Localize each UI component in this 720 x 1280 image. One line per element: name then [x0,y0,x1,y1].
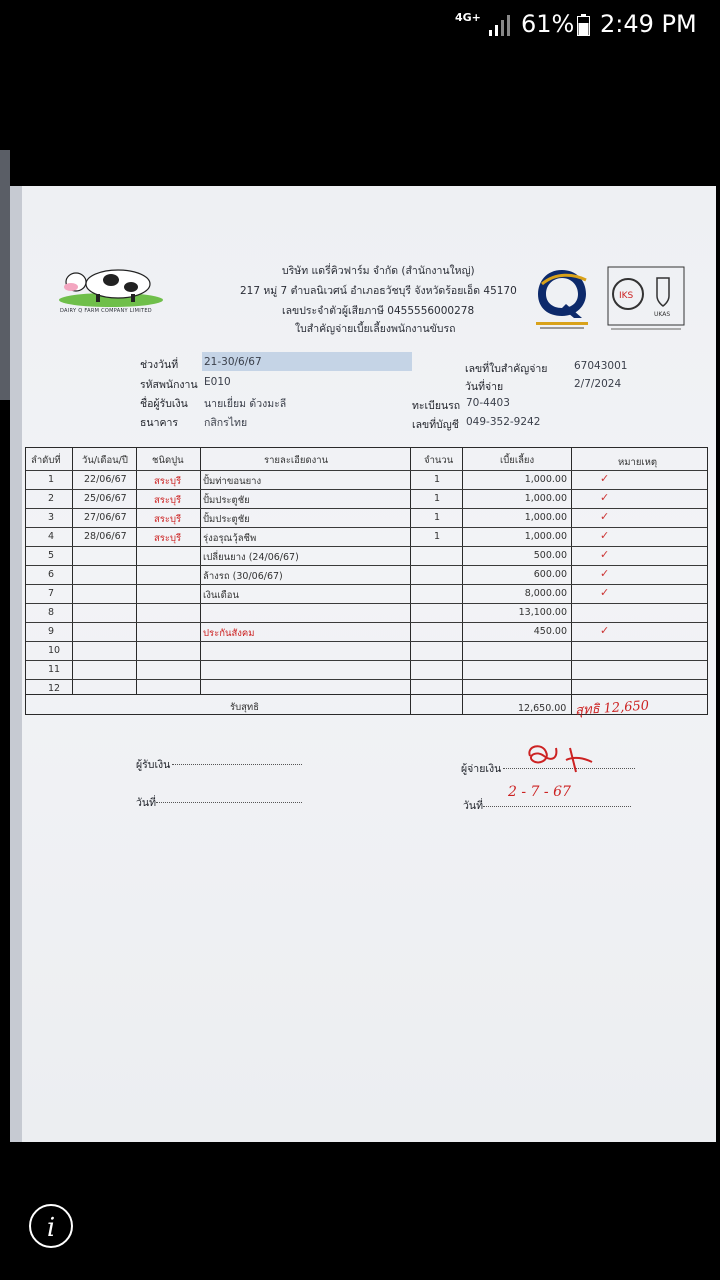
row-8-no: 8 [48,607,55,618]
iso-certification-icon [607,266,685,332]
account-value: 049-352-9242 [466,416,541,428]
row-7-detail: เงินเดือน [203,590,239,601]
employee-code-value: E010 [204,376,231,388]
receiver-date-line [156,802,302,803]
paper-edge [10,186,22,1142]
row-1-no: 1 [48,474,55,485]
header-type: ชนิดปูน [152,455,184,466]
row-2-type: สระบุรี [154,495,182,506]
period-value: 21-30/6/67 [204,356,262,368]
row-2-detail: ปั้มประตูชัย [203,495,250,506]
header-detail: รายละเอียดงาน [264,455,329,466]
battery-icon [577,14,590,36]
row-4-date: 28/06/67 [84,531,127,542]
row-4-amount: 1,000.00 [524,531,567,542]
payee-label: ชื่อผู้รับเงิน [140,398,188,410]
check-mark-icon: ✓ [600,472,610,485]
row-9-amount: 450.00 [533,626,567,637]
row-11-no: 11 [48,664,61,675]
row-4-qty: 1 [434,531,441,542]
row-3-type: สระบุรี [154,514,182,525]
info-button[interactable]: i [29,1204,73,1248]
voucher-label: เลขที่ใบสำคัญจ่าย [465,363,548,375]
payer-signature-icon [522,738,602,778]
account-label: เลขที่บัญชี [412,419,459,431]
photo-edge [0,150,10,400]
row-5-amount: 500.00 [533,550,567,561]
row-1-amount: 1,000.00 [524,474,567,485]
total-label: รับสุทธิ [230,702,259,713]
row-3-date: 27/06/67 [84,512,127,523]
check-mark-icon: ✓ [600,491,610,504]
row-7-no: 7 [48,588,55,599]
payer-date-line [483,806,631,807]
allowance-table [25,447,708,715]
header-remark: หมายเหตุ [618,457,658,468]
bank-value: กสิกรไทย [204,417,248,429]
clock: 2:49 PM [600,10,697,38]
plate-label: ทะเบียนรถ [412,400,461,412]
row-6-amount: 600.00 [533,569,567,580]
row-1-detail: ปั้มท่าขอนยาง [203,476,262,487]
signal-icon [487,14,513,36]
row-2-date: 25/06/67 [84,493,127,504]
row-1-type: สระบุรี [154,476,182,487]
row-3-qty: 1 [434,512,441,523]
payer-label: ผู้จ่ายเงิน [461,763,502,775]
row-4-type: สระบุรี [154,533,182,544]
row-4-detail: รุ่งอรุณวุ้ลชีพ [203,533,257,544]
row-4-no: 4 [48,531,55,542]
company-name: บริษัท แดรี่คิวฟาร์ม จำกัด (สำนักงานใหญ่) [282,265,475,277]
network-type: 4G+ [455,11,481,24]
row-9-no: 9 [48,626,55,637]
payer-date-label: วันที่ [463,800,483,812]
row-12-no: 12 [48,683,61,694]
row-1-date: 22/06/67 [84,474,127,485]
check-mark-icon: ✓ [600,529,610,542]
paydate-label: วันที่จ่าย [465,381,504,393]
header-qty: จำนวน [424,455,454,466]
period-label: ช่วงวันที่ [140,359,179,371]
receiver-label: ผู้รับเงิน [136,759,171,771]
header-no: ลำดับที่ [31,455,61,466]
total-amount: 12,650.00 [518,703,567,714]
row-8-amount: 13,100.00 [518,607,567,618]
check-mark-icon: ✓ [600,624,610,637]
plate-value: 70-4403 [466,397,510,409]
header-date: วัน/เดือน/ปี [82,455,128,466]
check-mark-icon: ✓ [600,567,610,580]
row-10-no: 10 [48,645,61,656]
receiver-date-label: วันที่ [136,797,156,809]
row-6-detail: ล้างรถ (30/06/67) [203,571,283,582]
receiver-signature-line [172,764,302,765]
company-address: 217 หมู่ 7 ตำบลนิเวศน์ อำเภอธวัชบุรี จังหวัดร้อยเอ็ด 45170 [240,285,517,297]
row-2-no: 2 [48,493,55,504]
svg-text:UKAS: UKAS [654,311,671,318]
employee-code-label: รหัสพนักงาน [140,379,198,391]
check-mark-icon: ✓ [600,548,610,561]
q-certification-icon [532,264,592,334]
row-3-detail: ปั้มประตูชัย [203,514,250,525]
company-tax-id: เลขประจำตัวผู้เสียภาษี 0455556000278 [282,305,475,317]
row-3-amount: 1,000.00 [524,512,567,523]
handwritten-total: สุทธิ 12,650 [574,698,650,719]
row-9-detail: ประกันสังคม [203,628,255,639]
document-title: ใบสำคัญจ่ายเบี้ยเลี้ยงพนักงานขับรถ [295,323,456,335]
row-3-no: 3 [48,512,55,523]
payer-date-handwritten: 2 - 7 - 67 [508,784,571,800]
header-amount: เบี้ยเลี้ยง [500,455,535,466]
row-6-no: 6 [48,569,55,580]
battery-percent: 61% [521,10,575,38]
row-5-no: 5 [48,550,55,561]
voucher-value: 67043001 [574,360,628,372]
bank-label: ธนาคาร [140,417,179,429]
paydate-value: 2/7/2024 [574,378,622,390]
row-7-amount: 8,000.00 [524,588,567,599]
cow-logo-icon [56,262,166,308]
logo-caption: DAIRY Q FARM COMPANY LIMITED [60,308,152,314]
check-mark-icon: ✓ [600,510,610,523]
status-bar [0,0,720,52]
check-mark-icon: ✓ [600,586,610,599]
svg-text:IKS: IKS [619,291,634,301]
row-1-qty: 1 [434,474,441,485]
payee-value: นายเยี่ยม ด้วงมะลี [204,398,287,410]
row-5-detail: เปลี่ยนยาง (24/06/67) [203,552,299,563]
row-2-qty: 1 [434,493,441,504]
row-2-amount: 1,000.00 [524,493,567,504]
